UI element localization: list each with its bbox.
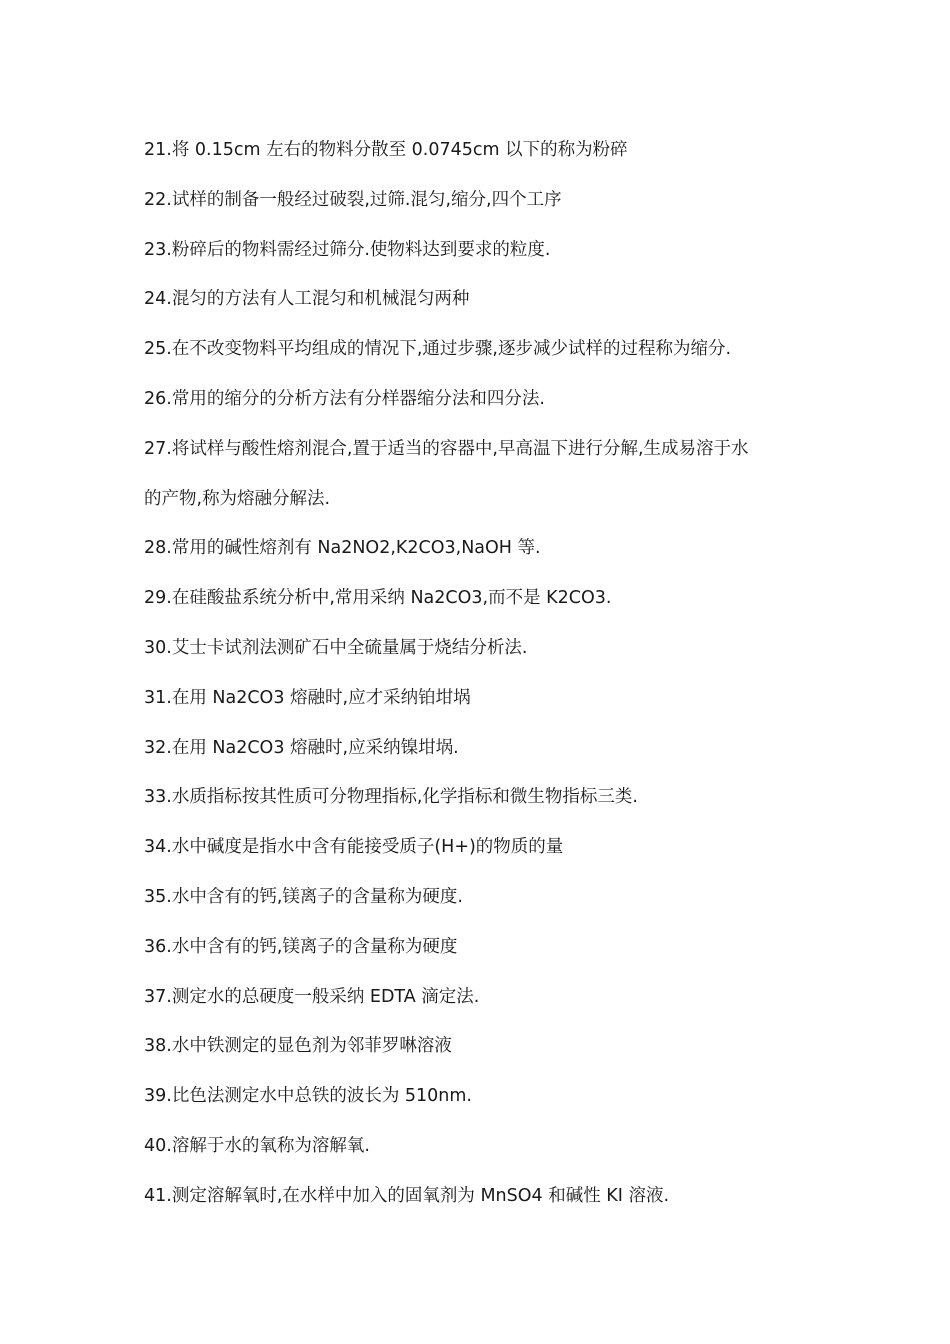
text-line-22: 22.试样的制备一般经过破裂,过筛.混匀,缩分,四个工序 [144, 189, 562, 210]
text-line-21: 21.将 0.15cm 左右的物料分散至 0.0745cm 以下的称为粉碎 [144, 140, 628, 160]
text-line-41: 41.测定溶解氧时,在水样中加入的固氧剂为 MnSO4 和碱性 KI 溶液. [144, 1185, 670, 1206]
text-line-39: 39.比色法测定水中总铁的波长为 510nm. [144, 1086, 472, 1107]
text-line-31: 31.在用 Na2CO3 熔融时,应才采纳铂坩埚 [144, 687, 471, 708]
text-line-32: 32.在用 Na2CO3 熔融时,应采纳镍坩埚. [144, 737, 459, 758]
text-line-34: 34.水中碱度是指水中含有能接受质子(H+)的物质的量 [144, 837, 564, 858]
text-line-35: 35.水中含有的钙,镁离子的含量称为硬度. [144, 886, 463, 907]
text-line-40: 40.溶解于水的氧称为溶解氧. [144, 1135, 370, 1156]
text-line-26: 26.常用的缩分的分析方法有分样器缩分法和四分法. [144, 388, 545, 409]
document-body [144, 130, 834, 1226]
text-line-27: 27.将试样与酸性熔剂混合,置于适当的容器中,早高温下进行分解,生成易溶于水 [144, 438, 749, 459]
text-line-23: 23.粉碎后的物料需经过筛分.使物料达到要求的粒度. [144, 239, 551, 260]
text-line-28: 28.常用的碱性熔剂有 Na2NO2,K2CO3,NaOH 等. [144, 538, 541, 559]
text-line-24: 24.混匀的方法有人工混匀和机械混匀两种 [144, 289, 470, 310]
text-line-36: 36.水中含有的钙,镁离子的含量称为硬度 [144, 936, 458, 957]
text-line-27-continued: 的产物,称为熔融分解法. [144, 488, 331, 509]
text-line-38: 38.水中铁测定的显色剂为邻菲罗啉溶液 [144, 1036, 452, 1057]
text-line-37: 37.测定水的总硬度一般采纳 EDTA 滴定法. [144, 986, 480, 1007]
text-line-30: 30.艾士卡试剂法测矿石中全硫量属于烧结分析法. [144, 637, 528, 658]
text-line-29: 29.在硅酸盐系统分析中,常用采纳 Na2CO3,而不是 K2CO3. [144, 588, 612, 609]
text-line-25: 25.在不改变物料平均组成的情况下,通过步骤,逐步减少试样的过程称为缩分. [144, 339, 732, 360]
text-line-33: 33.水质指标按其性质可分物理指标,化学指标和微生物指标三类. [144, 787, 638, 808]
